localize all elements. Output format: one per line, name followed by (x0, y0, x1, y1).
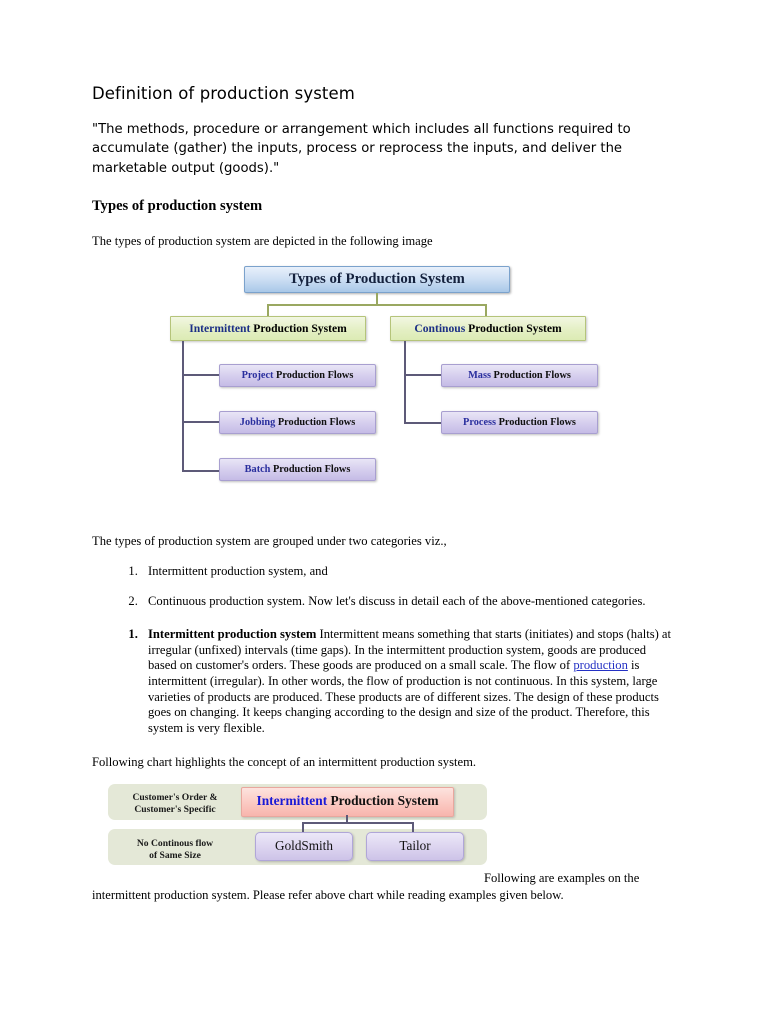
band-top-label-line2: Customer's Specific (134, 803, 216, 815)
connector-root-bus (267, 304, 487, 306)
example-tailor-label: Tailor (399, 838, 431, 854)
diagram-leaf-project (219, 364, 376, 387)
diagram-branch-intermittent (170, 316, 366, 341)
band-top-label (116, 792, 234, 815)
intro-line: The types of production system are depicted in the following image (92, 234, 433, 249)
example-box-goldsmith (255, 832, 353, 861)
branch-right-rest: Production System (465, 322, 562, 336)
band-bottom-label-line2: of Same Size (149, 849, 201, 861)
leaf-r1-rest: Production Flows (490, 370, 571, 382)
diagram-types-of-production-system (92, 263, 676, 503)
intermittent-title-rest: Production System (327, 793, 439, 809)
leaf-l1-accent: Project (241, 370, 274, 382)
leaf-r2-accent: Process (463, 417, 497, 429)
leaf-l3-rest: Production Flows (270, 464, 351, 476)
connector-intermittent-bus (302, 822, 414, 824)
leaf-l2-rest: Production Flows (275, 417, 356, 429)
branch-left-accent: Intermittent (189, 322, 251, 336)
section-heading-types: Types of production system (92, 198, 263, 215)
leaf-r2-rest: Production Flows (496, 417, 576, 429)
band-top-label-line1: Customer's Order & (132, 792, 218, 804)
connector-left-trunk (182, 341, 184, 472)
tail-line-2: intermittent production system. Please refer above chart while reading examples given below. (92, 887, 564, 902)
intermittent-title-box (241, 787, 454, 817)
connector-left-arm-2 (182, 421, 220, 423)
diagram-intermittent-production-system (108, 784, 508, 868)
band-bottom-label (116, 838, 234, 861)
diagram-root-box (244, 266, 510, 293)
leaf-l1-rest: Production Flows (273, 370, 354, 382)
detail-bold-lead: Intermittent production system (148, 627, 317, 642)
band-bottom-label-line1: No Continous flow (136, 838, 214, 850)
list-item (141, 627, 676, 736)
diagram-branch-continous (390, 316, 586, 341)
tail-paragraph (92, 870, 676, 903)
detail-list (92, 627, 676, 736)
document-content (92, 84, 676, 903)
diagram-leaf-batch (219, 458, 376, 481)
detail-text-part-2: is intermittent (irregular). In other words, the flow of production is not continuous. In this system, large varieties of products are produced. These products are of different sizes. The design of these products goes on changing. It keeps changing according to the design and size of the product. Therefore, this system is very flexible. (148, 658, 659, 735)
categories-list (92, 563, 676, 609)
diagram-root-label: Types of Production System (289, 271, 465, 288)
grouped-line: The types of production system are grouped under two categories viz., (92, 534, 447, 549)
page-title: Definition of production system (92, 84, 355, 103)
tail-line-1: Following are examples on the (484, 871, 640, 886)
intermittent-title-accent: Intermittent (256, 793, 328, 809)
definition-quote: "The methods, procedure or arrangement which includes all functions required to accumulate (gather) the inputs, process or reprocess the inputs, and deliver the marketable output (goods)." (92, 122, 631, 176)
diagram-leaf-mass (441, 364, 598, 387)
example-box-tailor (366, 832, 464, 861)
chart-intro-line: Following chart highlights the concept of an intermittent production system. (92, 755, 477, 770)
leaf-r1-accent: Mass (468, 370, 491, 382)
list-item: 2. Continuous production system. Now let's discuss in detail each of the above-mentioned categories. (141, 593, 676, 610)
connector-right-arm-2 (404, 422, 442, 424)
production-link[interactable]: production (573, 658, 628, 673)
leaf-l2-accent: Jobbing (239, 417, 276, 429)
connector-left-arm-1 (182, 374, 220, 376)
diagram-leaf-jobbing (219, 411, 376, 434)
branch-left-rest: Production System (250, 322, 347, 336)
branch-right-accent: Continous (414, 322, 466, 336)
example-goldsmith-label: GoldSmith (275, 838, 333, 854)
diagram-leaf-process (441, 411, 598, 434)
connector-left-arm-3 (182, 470, 220, 472)
leaf-l3-accent: Batch (244, 464, 271, 476)
detail-text-part-1: Intermittent means something that starts (initiates) and stops (halts) at irregular (unfixed) intervals (time gaps). In the intermittent production system, goods are produced based on customer's orders. These goods are produced on a small scale. The flow of (148, 627, 672, 673)
connector-right-trunk (404, 341, 406, 424)
list-item: 1. Intermittent production system, and (141, 563, 676, 580)
connector-right-arm-1 (404, 374, 442, 376)
